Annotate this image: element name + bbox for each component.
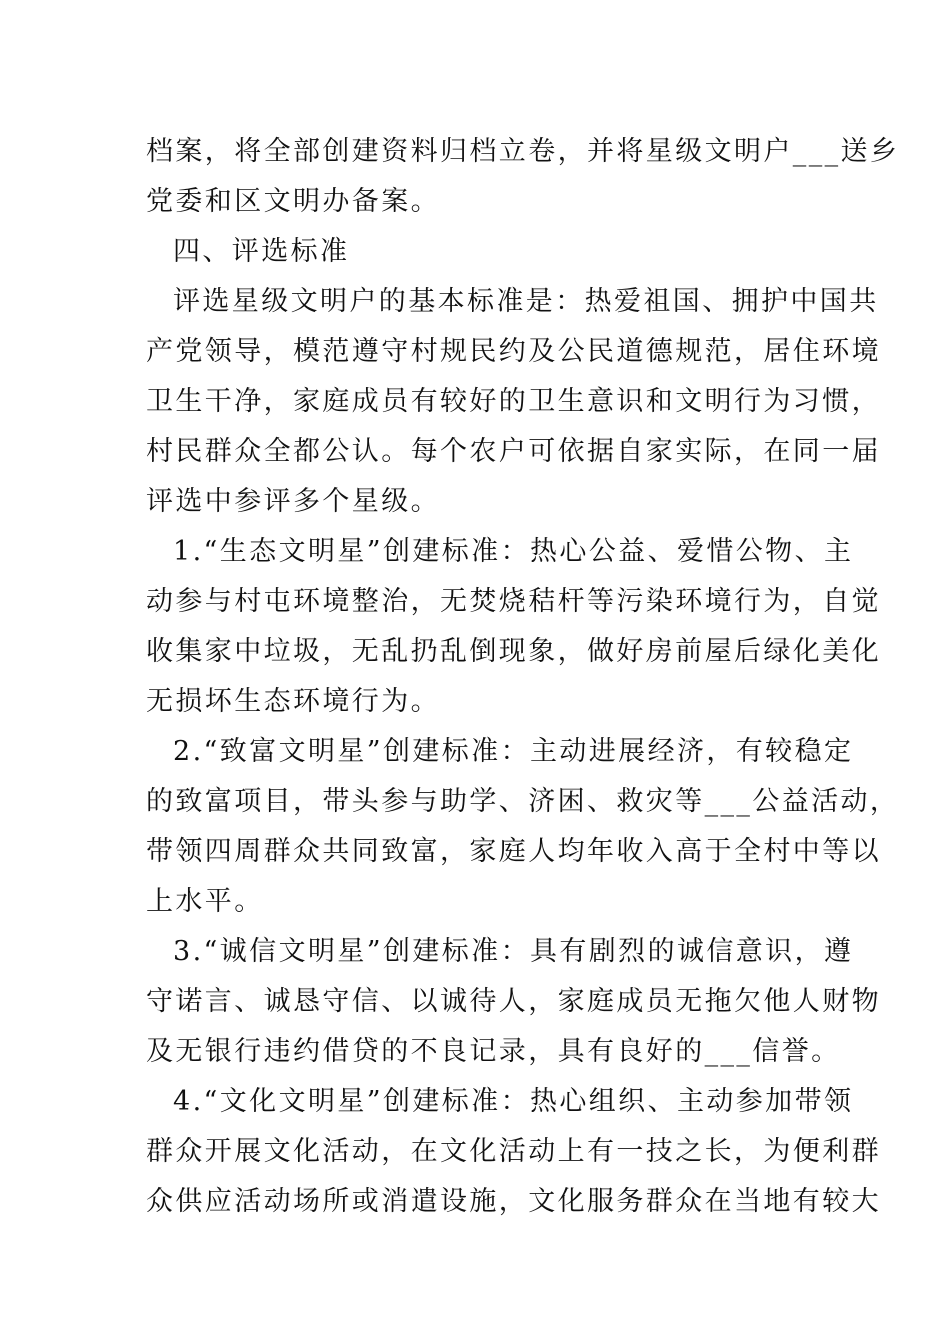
text-line: 党委和区文明办备案。 xyxy=(146,186,440,217)
text-line: 众供应活动场所或消遣设施，文化服务群众在当地有较大 xyxy=(146,1186,881,1217)
text-line: 带领四周群众共同致富，家庭人均年收入高于全村中等以 xyxy=(146,836,881,867)
text-line: 3.“诚信文明星”创建标准：具有剧烈的诚信意识，遵 xyxy=(173,936,854,967)
section-heading: 四、评选标准 xyxy=(173,236,350,267)
document-body xyxy=(146,127,900,1227)
text-line: 群众开展文化活动，在文化活动上有一技之长，为便利群 xyxy=(146,1136,881,1167)
text-line: 上水平。 xyxy=(146,886,264,917)
text-line: 产党领导，模范遵守村规民约及公民道德规范，居住环境 xyxy=(146,336,881,367)
text-line: 及无银行违约借贷的不良记录，具有良好的___信誉。 xyxy=(146,1036,841,1067)
text-line: 评选中参评多个星级。 xyxy=(146,486,440,517)
text-line: 卫生干净，家庭成员有较好的卫生意识和文明行为习惯， xyxy=(146,386,881,417)
text-line: 档案，将全部创建资料归档立卷，并将星级文明户___送乡 xyxy=(146,136,900,167)
text-line: 村民群众全都公认。每个农户可依据自家实际，在同一届 xyxy=(146,436,881,467)
text-line: 4.“文化文明星”创建标准：热心组织、主动参加带领 xyxy=(173,1086,854,1117)
text-line: 1.“生态文明星”创建标准：热心公益、爱惜公物、主 xyxy=(173,536,854,567)
text-line: 的致富项目，带头参与助学、济困、救灾等___公益活动， xyxy=(146,786,900,817)
text-line: 评选星级文明户的基本标准是：热爱祖国、拥护中国共 xyxy=(173,286,879,317)
text-line: 2.“致富文明星”创建标准：主动进展经济，有较稳定 xyxy=(173,736,854,767)
text-line: 无损坏生态环境行为。 xyxy=(146,686,440,717)
text-line: 守诺言、诚恳守信、以诚待人，家庭成员无拖欠他人财物 xyxy=(146,986,881,1017)
text-line: 收集家中垃圾，无乱扔乱倒现象，做好房前屋后绿化美化 xyxy=(146,636,881,667)
text-line: 动参与村屯环境整治，无焚烧秸杆等污染环境行为，自觉 xyxy=(146,586,881,617)
